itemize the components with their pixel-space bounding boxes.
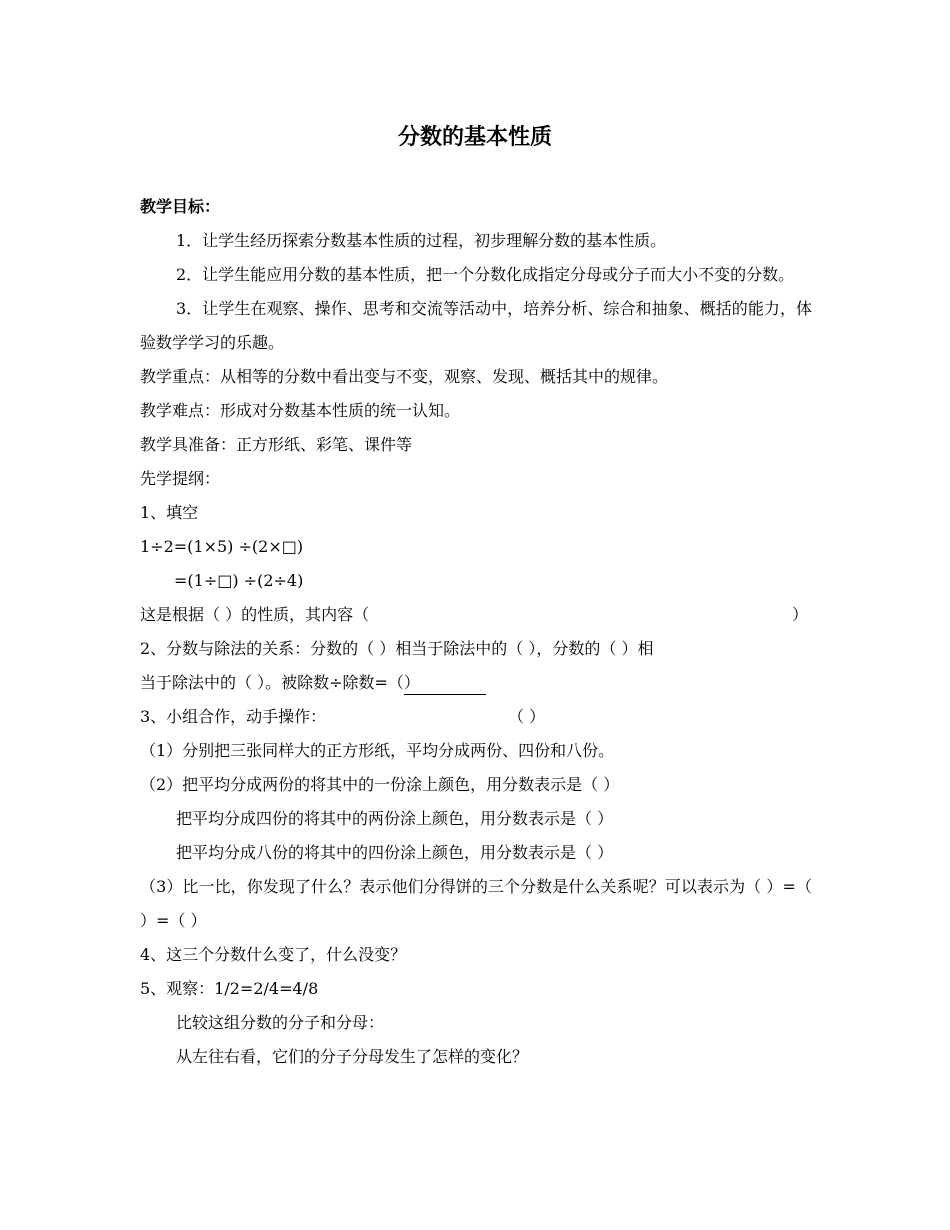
question-1-basis [140, 598, 812, 632]
document-body [140, 190, 812, 1074]
question-2-line-2 [140, 666, 812, 700]
question-3-item-3: （3）比一比，你发现了什么？表示他们分得饼的三个分数是什么关系呢？可以表示为（ ）=（ ）=（ ） [140, 877, 812, 930]
question-1-basis-left: 这是根据（ ）的性质，其内容（ [140, 605, 370, 624]
question-3-item-2a: （2）把平均分成两份的将其中的一份涂上颜色，用分数表示是（ ） [140, 775, 620, 794]
objectives-heading: 教学目标： [140, 197, 221, 216]
question-1-basis-right: ） [792, 605, 809, 624]
objective-3: 3．让学生在观察、操作、思考和交流等活动中，培养分析、综合和抽象、概括的能力，体验数学学习的乐趣。 [140, 299, 812, 352]
question-1-equation-2: =(1÷□) ÷(2÷4) [174, 571, 304, 590]
question-5-item-a: 比较这组分数的分子和分母： [176, 1013, 385, 1032]
difficulty: 教学难点：形成对分数基本性质的统一认知。 [140, 401, 461, 420]
question-1-heading: 1、填空 [140, 503, 199, 522]
question-4: 4、这三个分数什么变了，什么没变？ [140, 945, 407, 964]
page-title: 分数的基本性质 [397, 125, 552, 150]
question-3-item-1: （1）分别把三张同样大的正方形纸，平均分成两份、四份和八份。 [140, 741, 615, 760]
objective-1: 1．让学生经历探索分数基本性质的过程，初步理解分数的基本性质。 [176, 231, 667, 250]
outline-heading: 先学提纲： [140, 469, 221, 488]
question-3-item-2c: 把平均分成八份的将其中的四份涂上颜色，用分数表示是（ ） [176, 843, 614, 862]
question-5-item-b: 从左往右看，它们的分子分母发生了怎样的变化？ [176, 1047, 529, 1066]
question-3-heading-right: （ ） [508, 707, 546, 726]
question-1-equation-1: 1÷2=(1×5) ÷(2×□) [140, 537, 304, 556]
question-3-item-2b: 把平均分成四份的将其中的两份涂上颜色，用分数表示是（ ） [176, 809, 614, 828]
question-2-line-2-prefix: 当于除法中的（ ）。被除数÷除数=（ [140, 673, 404, 692]
question-5-heading: 5、观察：1/2=2/4=4/8 [140, 979, 319, 998]
materials: 教学具准备：正方形纸、彩笔、课件等 [140, 435, 413, 454]
question-3-heading [140, 700, 812, 734]
question-3-heading-left: 3、小组合作，动手操作： [140, 707, 327, 726]
objective-2: 2．让学生能应用分数的基本性质，把一个分数化成指定分母或分子而大小不变的分数。 [176, 265, 795, 284]
dividend-divisor-blank: ） [404, 672, 486, 695]
key-point: 教学重点：从相等的分数中看出变与不变，观察、发现、概括其中的规律。 [140, 367, 669, 386]
question-2-line-1: 2、分数与除法的关系：分数的（ ）相当于除法中的（ ），分数的（ ）相 [140, 639, 654, 658]
